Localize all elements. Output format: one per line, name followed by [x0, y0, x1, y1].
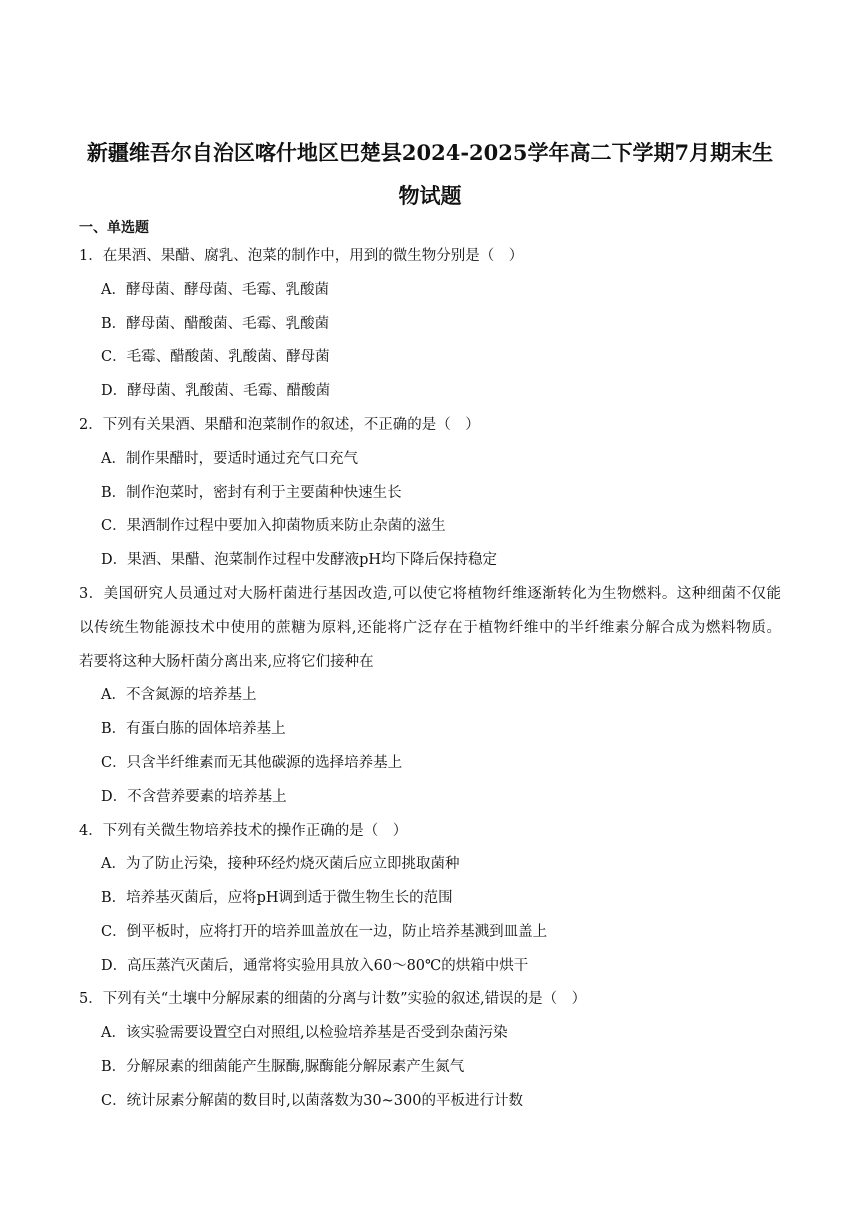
- question-4-option-b: B．培养基灭菌后，应将pH调到适于微生物生长的范围: [101, 890, 453, 906]
- question-1-option-b: B．酵母菌、醋酸菌、毛霉、乳酸菌: [101, 316, 330, 332]
- question-5-option-b: B．分解尿素的细菌能产生脲酶,脲酶能分解尿素产生氮气: [101, 1059, 465, 1075]
- question-2-option-a: A．制作果醋时，要适时通过充气口充气: [101, 451, 358, 467]
- question-3-option-c: C．只含半纤维素而无其他碳源的选择培养基上: [101, 755, 403, 771]
- question-2-stem: 2．下列有关果酒、果醋和泡菜制作的叙述，不正确的是（ ）: [79, 417, 480, 433]
- question-5-option-a: A．该实验需要设置空白对照组,以检验培养基是否受到杂菌污染: [101, 1025, 508, 1041]
- question-5-option-c: C．统计尿素分解菌的数目时,以菌落数为30~300的平板进行计数: [101, 1093, 523, 1109]
- document-title-line-1: 新疆维吾尔自治区喀什地区巴楚县2024-2025学年高二下学期7月期末生: [86, 140, 774, 165]
- question-1-option-d: D．酵母菌、乳酸菌、毛霉、醋酸菌: [101, 383, 331, 399]
- question-2-option-c: C．果酒制作过程中要加入抑菌物质来防止杂菌的滋生: [101, 518, 446, 534]
- question-3-stem-line-2: 以传统生物能源技术中使用的蔗糖为原料,还能将广泛存在于植物纤维中的半纤维素分解合成为燃料物质。: [79, 620, 781, 636]
- question-3-stem-line-1: 3．美国研究人员通过对大肠杆菌进行基因改造,可以使它将植物纤维逐渐转化为生物燃料。这种细菌不仅能: [79, 586, 781, 602]
- question-3-option-a: A．不含氮源的培养基上: [101, 687, 257, 703]
- question-4-option-a: A．为了防止污染，接种环经灼烧灭菌后应立即挑取菌种: [101, 856, 460, 872]
- section-heading: 一、单选题: [79, 220, 149, 236]
- question-4-stem: 4．下列有关微生物培养技术的操作正确的是（ ）: [79, 823, 408, 839]
- question-1-stem: 1．在果酒、果醋、腐乳、泡菜的制作中，用到的微生物分别是（ ）: [79, 248, 524, 264]
- document-title-line-2: 物试题: [398, 183, 462, 208]
- question-2-option-d: D．果酒、果醋、泡菜制作过程中发酵液pH均下降后保持稳定: [101, 552, 498, 568]
- question-3-option-b: B．有蛋白胨的固体培养基上: [101, 721, 286, 737]
- question-4-option-d: D．高压蒸汽灭菌后，通常将实验用具放入60～80℃的烘箱中烘干: [101, 958, 529, 974]
- question-3-option-d: D．不含营养要素的培养基上: [101, 789, 287, 805]
- question-5-stem: 5．下列有关“土壤中分解尿素的细菌的分离与计数”实验的叙述,错误的是（ ）: [79, 991, 587, 1007]
- question-2-option-b: B．制作泡菜时，密封有利于主要菌种快速生长: [101, 485, 402, 501]
- question-1-option-c: C．毛霉、醋酸菌、乳酸菌、酵母菌: [101, 349, 330, 365]
- question-1-option-a: A．酵母菌、酵母菌、毛霉、乳酸菌: [101, 282, 329, 298]
- question-3-stem-line-3: 若要将这种大肠杆菌分离出来,应将它们接种在: [79, 654, 374, 670]
- question-4-option-c: C．倒平板时，应将打开的培养皿盖放在一边，防止培养基溅到皿盖上: [101, 924, 548, 940]
